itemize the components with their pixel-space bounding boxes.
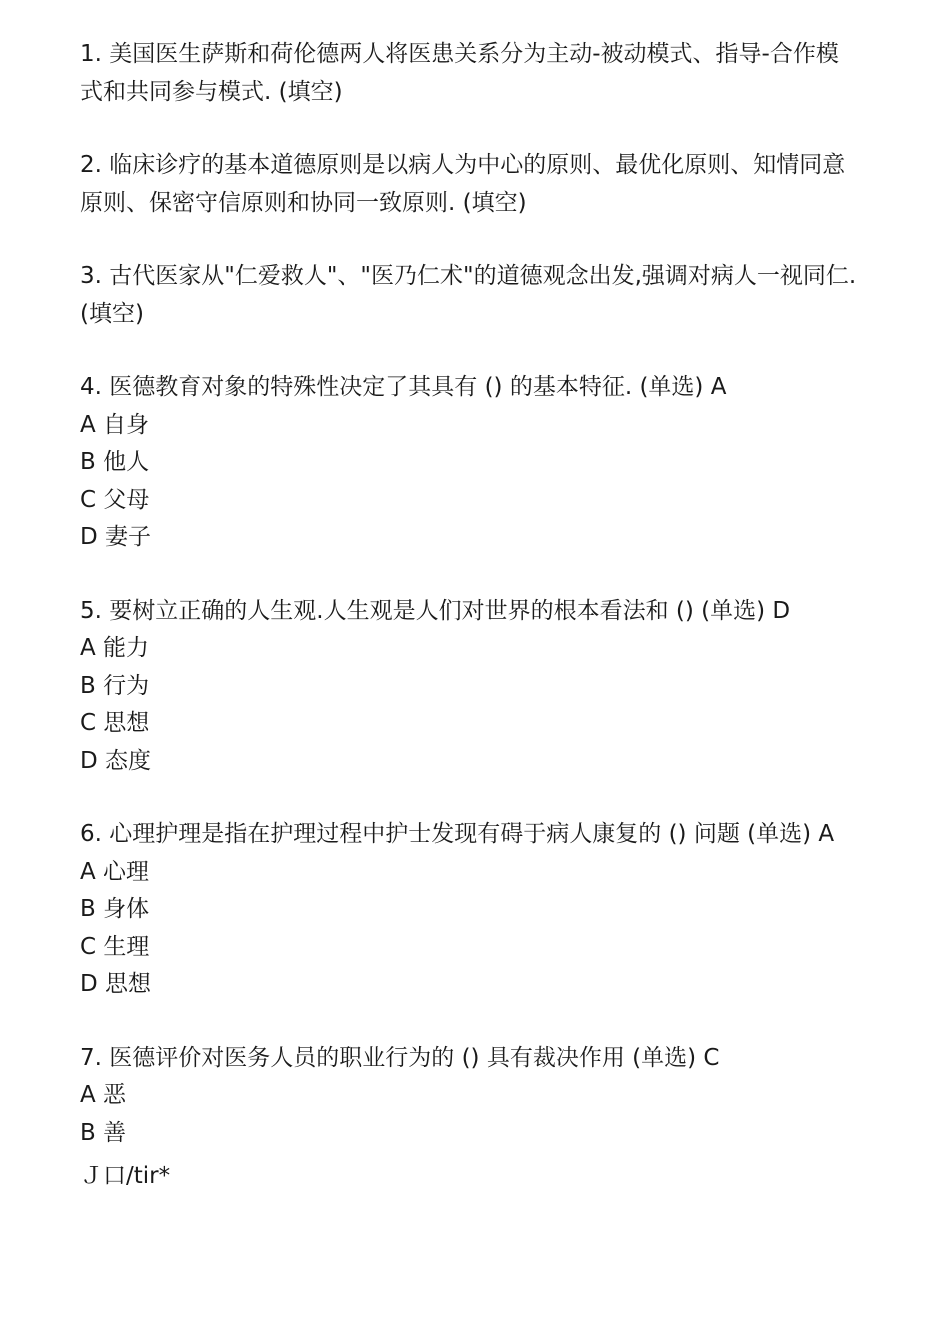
question-4 [80,369,860,557]
question-7 [80,1040,860,1153]
question-text: 4. 医德教育对象的特殊性决定了其具有 () 的基本特征. (单选) A [80,374,727,400]
question-2 [80,147,860,222]
option-b: B 身体 [80,896,150,922]
option-d: D 妻子 [80,524,152,550]
option-a: A 自身 [80,411,150,438]
question-6 [80,816,860,1004]
option-a: A 能力 [80,635,150,661]
option-d: D 思想 [80,971,152,997]
document-page [80,36,860,1196]
option-d: D 态度 [80,747,152,774]
option-a: A 恶 [80,1082,127,1108]
question-text: 2. 临床诊疗的基本道德原则是以病人为中心的原则、最优化原则、知情同意原则、保密守信原则和协同一致原则. (填空) [80,152,846,216]
option-c: C 生理 [80,933,150,960]
question-5 [80,593,860,781]
question-3 [80,258,860,333]
option-c: C 思想 [80,710,150,736]
question-1 [80,36,860,111]
option-b: B 善 [80,1119,127,1146]
question-text: 3. 古代医家从"仁爱救人"、"医乃仁术"的道德观念出发,强调对病人一视同仁. (填空) [80,263,857,327]
question-text: 5. 要树立正确的人生观.人生观是人们对世界的根本看法和 () (单选) D [80,597,791,624]
question-text: 7. 医德评价对医务人员的职业行为的 () 具有裁决作用 (单选) C [80,1044,720,1071]
option-b: B 他人 [80,449,150,475]
option-b: B 行为 [80,672,150,699]
option-a: A 心理 [80,858,150,885]
option-c: C 父母 [80,486,150,513]
question-text: 6. 心理护理是指在护理过程中护士发现有碍于病人康复的 () 问题 (单选) A [80,821,835,847]
trailing-text: Ｊ口/tir* [80,1163,171,1189]
question-text: 1. 美国医生萨斯和荷伦德两人将医患关系分为主动-被动模式、指导-合作模式和共同参与模式. (填空) [80,41,839,105]
